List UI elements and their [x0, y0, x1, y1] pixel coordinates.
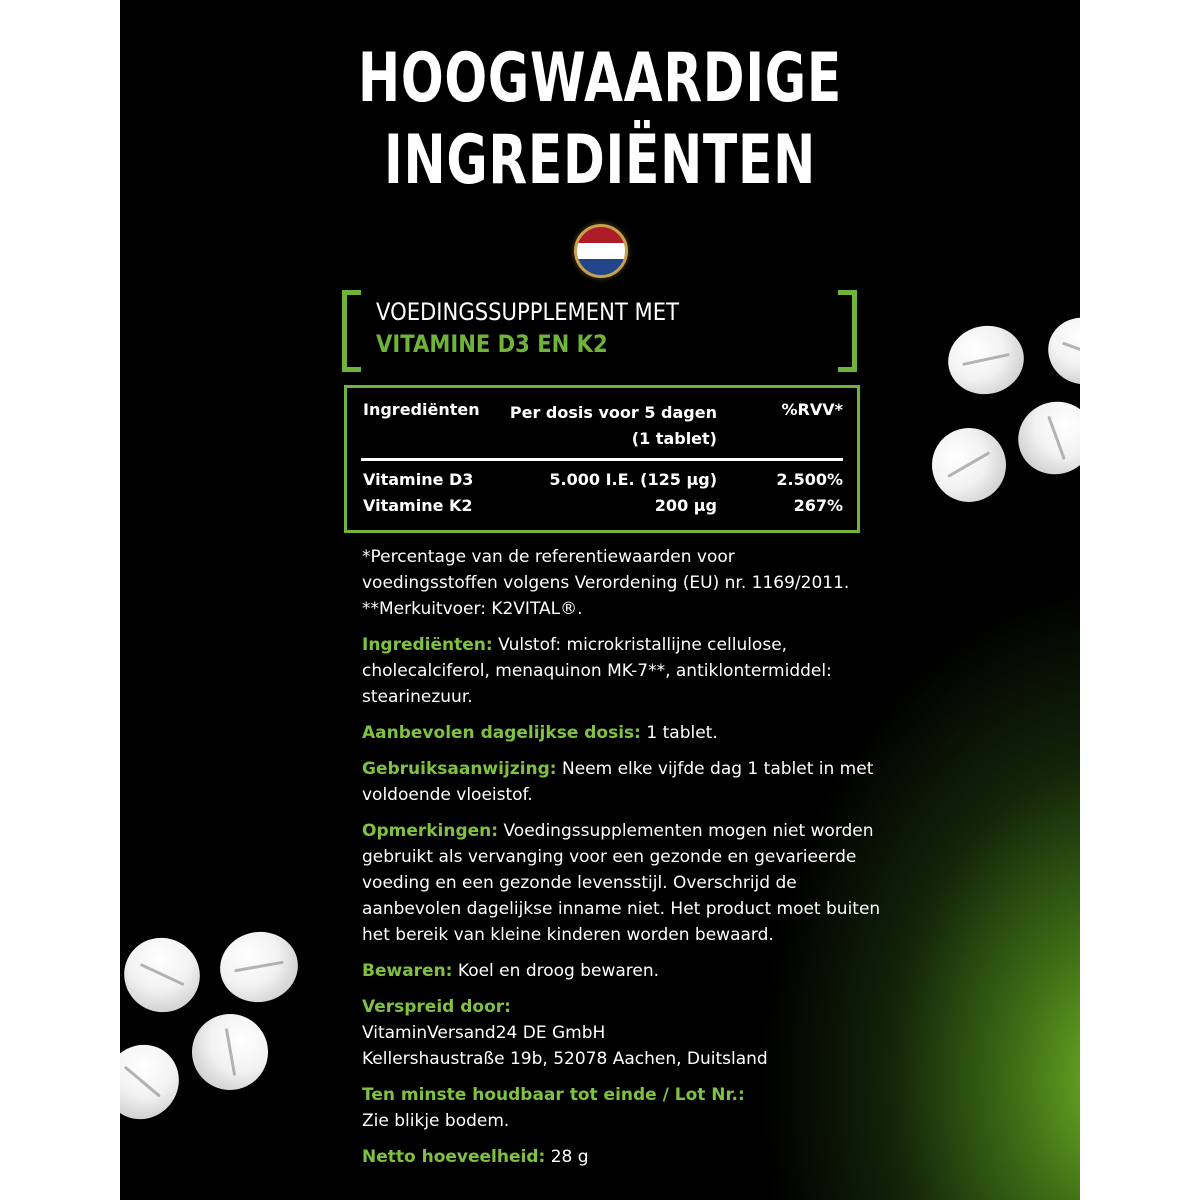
subtitle-line-2: VITAMINE D3 EN K2 — [376, 330, 608, 358]
product-info-panel — [120, 0, 1080, 1200]
dose-label: Aanbevolen dagelijkse dosis: — [362, 723, 641, 743]
storage-label: Bewaren: — [362, 961, 453, 981]
netherlands-flag-icon — [574, 224, 628, 278]
table-header-dose — [487, 400, 717, 452]
footnotes — [362, 544, 882, 622]
storage-text: Koel en droog bewaren. — [452, 961, 660, 981]
remarks-section — [362, 818, 882, 948]
tablet-pill-icon — [1008, 391, 1080, 485]
usage-label: Gebruiksaanwijzing: — [362, 759, 557, 779]
product-details — [362, 544, 882, 1180]
remarks-text: Voedingssupplementen mogen niet worden gebruikt als vervanging voor een gezonde en gevarieerde voeding en een gezonde levensstijl. Overschrijd de aanbevolen dagelijkse inname niet. Het product moet buiten het bereik van kleine kinderen worden bewaard. — [362, 821, 881, 945]
tablet-pill-icon — [120, 925, 212, 1024]
left-bracket-decoration — [342, 290, 361, 372]
table-header-ingredients: Ingrediënten — [363, 400, 480, 419]
dose-text: 1 tablet. — [640, 723, 718, 743]
ingredients-text: Vulstof: microkristallijne cellulose, cholecalciferol, menaquinon MK-7**, antiklontermiddel: stearinezuur. — [362, 635, 832, 707]
table-header-rvv: %RVV* — [781, 400, 843, 419]
table-row-amount: 5.000 I.E. (125 µg) — [549, 470, 717, 489]
best-before-text: Zie blikje bodem. — [362, 1111, 510, 1131]
tablet-pill-icon — [1039, 308, 1080, 394]
title-line-2: INGREDIËNTEN — [384, 121, 816, 200]
distributor-name: VitaminVersand24 DE GmbH — [362, 1023, 606, 1043]
table-row-name: Vitamine K2 — [363, 496, 473, 515]
tablet-pill-icon — [120, 1030, 194, 1135]
distributor-label: Verspreid door: — [362, 997, 511, 1017]
table-header-dose-line2: (1 tablet) — [631, 429, 717, 448]
footnote-line: voedingsstoffen volgens Verordening (EU) nr. 1169/2011. — [362, 573, 850, 593]
net-quantity-section — [362, 1144, 882, 1170]
distributor-section — [362, 994, 882, 1072]
best-before-section — [362, 1082, 882, 1134]
right-bracket-decoration — [838, 290, 857, 372]
best-before-label: Ten minste houdbaar tot einde / Lot Nr.: — [362, 1085, 745, 1105]
tablet-pill-icon — [918, 414, 1019, 515]
product-subtitle — [376, 296, 679, 360]
ingredients-label: Ingrediënten: — [362, 635, 493, 655]
nutrition-table — [344, 385, 860, 533]
footnote-line: *Percentage van de referentiewaarden voor — [362, 547, 735, 567]
ingredients-section — [362, 632, 882, 710]
table-row-rvv: 2.500% — [776, 470, 843, 489]
remarks-label: Opmerkingen: — [362, 821, 499, 841]
page-title — [245, 38, 955, 202]
net-quantity-text: 28 g — [545, 1147, 589, 1167]
table-row-amount: 200 µg — [654, 496, 717, 515]
tablet-pill-icon — [186, 1008, 274, 1096]
title-line-1: HOOGWAARDIGE — [358, 39, 842, 118]
dose-section — [362, 720, 882, 746]
usage-section — [362, 756, 882, 808]
table-row-rvv: 267% — [793, 496, 843, 515]
distributor-address: Kellershaustraße 19b, 52078 Aachen, Duitsland — [362, 1049, 768, 1069]
table-header-dose-line1: Per dosis voor 5 dagen — [509, 403, 717, 422]
table-row-name: Vitamine D3 — [363, 470, 474, 489]
net-quantity-label: Netto hoeveelheid: — [362, 1147, 546, 1167]
subtitle-line-1: VOEDINGSSUPPLEMENT MET — [376, 298, 680, 326]
footnote-line: **Merkuitvoer: K2VITAL®. — [362, 599, 583, 619]
usage-text: Neem elke vijfde dag 1 tablet in met voldoende vloeistof. — [362, 759, 874, 805]
storage-section — [362, 958, 882, 984]
table-divider — [361, 458, 843, 461]
tablet-pill-icon — [942, 319, 1030, 401]
tablet-pill-icon — [215, 926, 304, 1008]
